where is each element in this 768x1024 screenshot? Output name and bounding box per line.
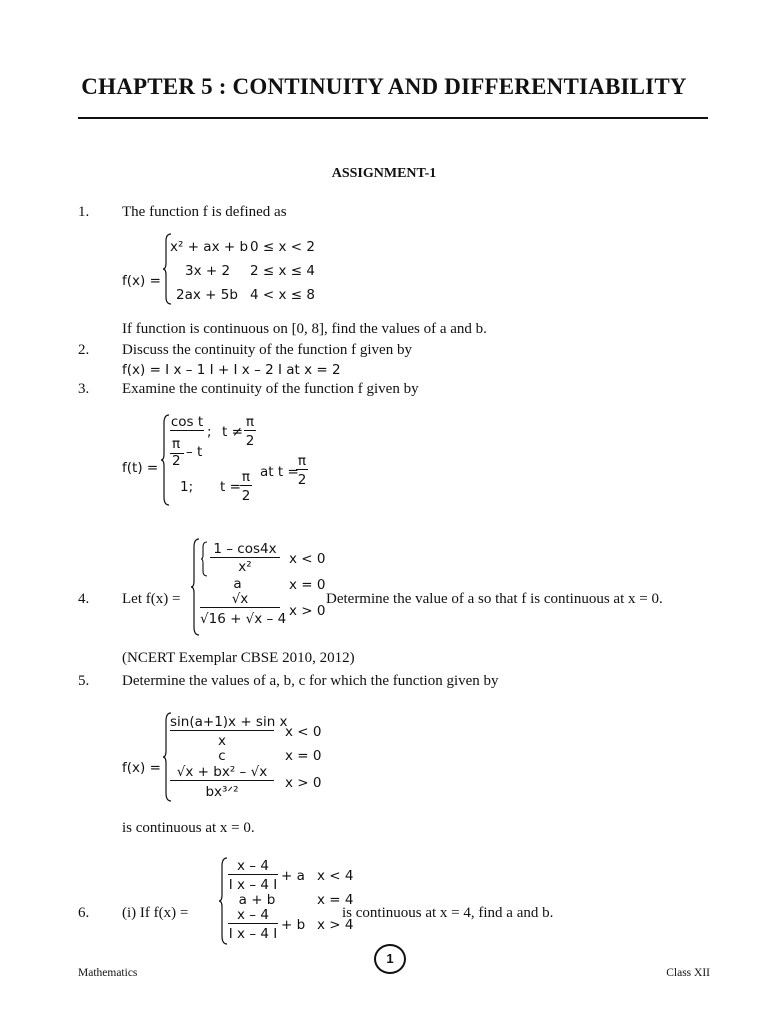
q6-case1-cond: x < 4 bbox=[317, 868, 354, 884]
q6-lead: (i) If f(x) = bbox=[122, 905, 189, 921]
q5-number: 5. bbox=[78, 673, 90, 689]
q1-number: 1. bbox=[78, 204, 90, 220]
q1-case2-expr: 3x + 2 bbox=[185, 263, 231, 279]
q3-case1-den-minus-t: – t bbox=[186, 444, 203, 460]
chapter-title: CHAPTER 5 : CONTINUITY AND DIFFERENTIABILITY bbox=[81, 74, 687, 99]
q6-case1-denominator: I x – 4 I bbox=[228, 877, 278, 893]
q3-case1-separator: ; bbox=[207, 424, 212, 440]
q5-lhs: f(x) = bbox=[122, 760, 161, 776]
q1-case3-cond: 4 < x ≤ 8 bbox=[250, 287, 315, 303]
q5-case2-cond: x = 0 bbox=[285, 748, 322, 764]
q5-case1-numerator: sin(a+1)x + sin x bbox=[170, 714, 288, 730]
q4-lead: Let f(x) = bbox=[122, 591, 181, 607]
q3-case1-cond-two: 2 bbox=[245, 433, 255, 449]
q5-case1-cond: x < 0 bbox=[285, 724, 322, 740]
q1-lhs: f(x) = bbox=[122, 273, 161, 289]
q3-case1-den-pi: π bbox=[172, 436, 181, 452]
q5-case1-denominator: x bbox=[218, 733, 226, 749]
q5-text: Determine the values of a, b, c for which the function given by bbox=[122, 673, 499, 689]
q3-at-point: at t = bbox=[260, 464, 299, 480]
q3-number: 3. bbox=[78, 381, 90, 397]
q6-case1-add: + a bbox=[281, 868, 305, 884]
footer-class: Class XII bbox=[666, 967, 710, 979]
q3-case2-cond-pi: π bbox=[241, 469, 251, 485]
title-rule bbox=[78, 117, 708, 119]
q2-number: 2. bbox=[78, 342, 90, 358]
q3-case1-cond-pi: π bbox=[245, 414, 255, 430]
q1-condition-text: If function is continuous on [0, 8], find the values of a and b. bbox=[122, 321, 487, 337]
q3-at-pi: π bbox=[297, 453, 307, 469]
q5-case3-cond: x > 0 bbox=[285, 775, 322, 791]
q1-case1-expr: x² + ax + b bbox=[170, 239, 249, 255]
q6-case3-cond: x > 4 bbox=[317, 917, 354, 933]
q5-case2-value: c bbox=[218, 748, 226, 764]
q4-case3-numerator: √x bbox=[200, 591, 280, 608]
q4-inner-brace bbox=[200, 541, 208, 577]
q4-case2-value: a bbox=[233, 576, 242, 592]
q4-case1-numerator: 1 – cos4x bbox=[210, 541, 280, 558]
q5-case3-denominator: bx³ᐟ² bbox=[205, 784, 239, 800]
q4-case1-denominator: x² bbox=[238, 559, 252, 575]
q3-case2-cond: t = bbox=[220, 479, 241, 495]
q1-case2-cond: 2 ≤ x ≤ 4 bbox=[250, 263, 315, 279]
q3-case1-numerator: cos t bbox=[170, 414, 204, 430]
q3-case1-cond: t ≠ bbox=[222, 424, 243, 440]
q4-case3-cond: x > 0 bbox=[289, 603, 326, 619]
q4-case2-cond: x = 0 bbox=[289, 577, 326, 593]
q4-case3-denominator: √16 + √x – 4 bbox=[200, 611, 287, 627]
page-number-badge: 1 bbox=[374, 944, 406, 974]
q6-case3-numerator: x – 4 bbox=[228, 907, 278, 924]
q1-case3-expr: 2ax + 5b bbox=[176, 287, 238, 303]
q6-case2-value: a + b bbox=[238, 892, 276, 908]
assignment-heading: ASSIGNMENT-1 bbox=[331, 166, 437, 181]
q3-case2-value: 1; bbox=[180, 479, 194, 495]
q6-case1-numerator: x – 4 bbox=[228, 858, 278, 875]
q6-question: is continuous at x = 4, find a and b. bbox=[342, 905, 554, 921]
q1-text: The function f is defined as bbox=[122, 204, 287, 220]
q6-brace bbox=[218, 857, 228, 945]
q6-number: 6. bbox=[78, 905, 90, 921]
q6-case3-add: + b bbox=[281, 917, 306, 933]
q6-case2-cond: x = 4 bbox=[317, 892, 354, 908]
q4-source: (NCERT Exemplar CBSE 2010, 2012) bbox=[122, 650, 355, 666]
q5-tail: is continuous at x = 0. bbox=[122, 820, 255, 836]
footer-subject: Mathematics bbox=[78, 967, 138, 979]
q2-text: Discuss the continuity of the function f given by bbox=[122, 342, 412, 358]
q6-case3-denominator: I x – 4 I bbox=[228, 926, 278, 942]
q3-case2-cond-two: 2 bbox=[241, 488, 251, 504]
q4-number: 4. bbox=[78, 591, 90, 607]
q3-case1-den-two: 2 bbox=[172, 453, 181, 469]
q3-lhs: f(t) = bbox=[122, 460, 159, 476]
q1-case1-cond: 0 ≤ x < 2 bbox=[250, 239, 315, 255]
q3-text: Examine the continuity of the function f given by bbox=[122, 381, 419, 397]
q3-at-two: 2 bbox=[297, 472, 307, 488]
q4-question: Determine the value of a so that f is continuous at x = 0. bbox=[326, 591, 663, 607]
q4-case1-cond: x < 0 bbox=[289, 551, 326, 567]
q5-case3-numerator: √x + bx² – √x bbox=[170, 764, 274, 781]
q3-brace bbox=[160, 414, 170, 506]
q2-function: f(x) = I x – 1 I + I x – 2 I at x = 2 bbox=[122, 362, 341, 378]
q4-brace bbox=[190, 538, 200, 636]
